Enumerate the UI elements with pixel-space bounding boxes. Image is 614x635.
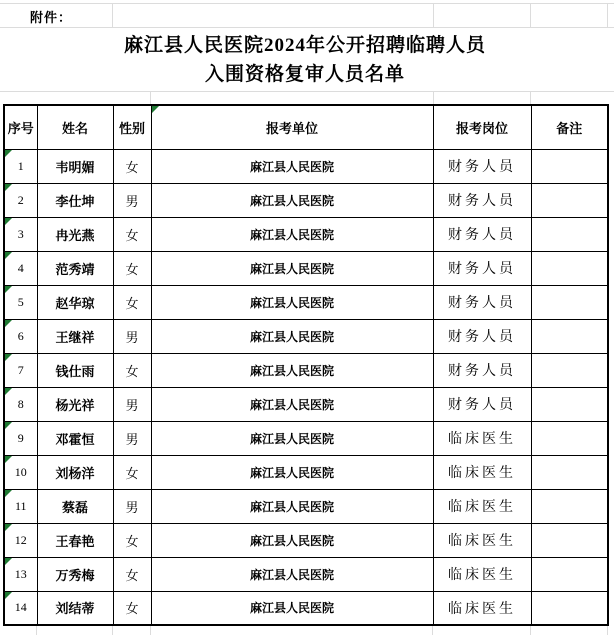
position-text: 临床医生 — [448, 432, 516, 447]
cell-serial — [4, 251, 37, 285]
cell-unit — [151, 557, 433, 591]
serial-text: 12 — [14, 532, 27, 547]
position-text: 财务人员 — [448, 160, 516, 175]
cell-serial — [4, 591, 37, 625]
cell-name — [37, 251, 113, 285]
cell-error-flag-icon — [5, 422, 12, 429]
cell-remark — [531, 387, 608, 421]
name-text: 冉光燕 — [55, 227, 95, 243]
header-unit — [151, 105, 433, 149]
cell-error-flag-icon — [152, 106, 159, 113]
name-text: 刘结蒂 — [55, 601, 95, 617]
gender-text: 男 — [125, 329, 139, 345]
cell-gender — [113, 183, 151, 217]
title-line-2: 入围资格复审人员名单 — [204, 64, 405, 85]
position-text: 财务人员 — [448, 262, 516, 277]
position-text: 财务人员 — [448, 194, 516, 209]
gender-text: 女 — [125, 227, 139, 243]
cell-position — [433, 455, 531, 489]
position-text: 临床医生 — [448, 534, 516, 549]
cell-position — [433, 319, 531, 353]
serial-text: 10 — [14, 464, 27, 479]
cell-name — [37, 421, 113, 455]
unit-text: 麻江县人民医院 — [249, 465, 334, 480]
table-row — [4, 285, 608, 319]
grid-line — [433, 91, 434, 104]
cell-unit — [151, 251, 433, 285]
position-text: 财务人员 — [448, 364, 516, 379]
name-text: 王继祥 — [55, 329, 95, 345]
cell-position — [433, 353, 531, 387]
cell-remark — [531, 353, 608, 387]
cell-error-flag-icon — [5, 252, 12, 259]
grid-line — [0, 91, 614, 92]
attachment-label: 附件： — [30, 10, 73, 25]
cell-remark — [531, 149, 608, 183]
cell-position — [433, 523, 531, 557]
cell-remark — [531, 557, 608, 591]
cell-remark — [531, 455, 608, 489]
name-text: 万秀梅 — [55, 567, 95, 583]
table-row — [4, 251, 608, 285]
cell-name — [37, 523, 113, 557]
cell-unit — [151, 591, 433, 625]
unit-text: 麻江县人民医院 — [249, 601, 334, 616]
cell-position — [433, 489, 531, 523]
grid-line — [112, 3, 113, 27]
cell-error-flag-icon — [5, 456, 12, 463]
cell-error-flag-icon — [5, 150, 12, 157]
cell-unit — [151, 455, 433, 489]
cell-name — [37, 591, 113, 625]
gender-text: 女 — [125, 601, 139, 617]
grid-line — [0, 3, 614, 4]
cell-error-flag-icon — [5, 558, 12, 565]
unit-text: 麻江县人民医院 — [249, 533, 334, 548]
header-name: 姓名 — [37, 105, 113, 149]
cell-remark — [531, 523, 608, 557]
cell-remark — [531, 285, 608, 319]
name-text: 赵华琼 — [55, 295, 95, 311]
unit-text: 麻江县人民医院 — [249, 261, 334, 276]
cell-unit — [151, 523, 433, 557]
cell-unit — [151, 421, 433, 455]
cell-error-flag-icon — [5, 388, 12, 395]
unit-text: 麻江县人民医院 — [249, 329, 334, 344]
cell-serial — [4, 149, 37, 183]
gender-text: 女 — [125, 261, 139, 277]
gender-text: 女 — [125, 465, 139, 481]
cell-serial — [4, 285, 37, 319]
cell-serial — [4, 523, 37, 557]
table-row — [4, 591, 608, 625]
position-text: 财务人员 — [448, 398, 516, 413]
gender-text: 女 — [125, 159, 139, 175]
cell-remark — [531, 421, 608, 455]
header-serial: 序号 — [4, 105, 37, 149]
unit-text: 麻江县人民医院 — [249, 567, 334, 582]
table-row — [4, 387, 608, 421]
cell-gender — [113, 149, 151, 183]
cell-unit — [151, 489, 433, 523]
cell-name — [37, 149, 113, 183]
serial-text: 3 — [17, 226, 24, 241]
cell-gender — [113, 421, 151, 455]
table-row — [4, 455, 608, 489]
serial-text: 7 — [17, 362, 24, 377]
serial-text: 6 — [17, 328, 24, 343]
serial-text: 8 — [17, 396, 24, 411]
cell-unit — [151, 285, 433, 319]
cell-error-flag-icon — [5, 524, 12, 531]
cell-position — [433, 251, 531, 285]
cell-unit — [151, 217, 433, 251]
table-row — [4, 421, 608, 455]
serial-text: 13 — [14, 566, 27, 581]
cell-error-flag-icon — [5, 320, 12, 327]
title-line-1: 麻江县人民医院2024年公开招聘临聘人员 — [123, 35, 486, 56]
cell-name — [37, 557, 113, 591]
cell-gender — [113, 217, 151, 251]
cell-error-flag-icon — [5, 218, 12, 225]
name-text: 邓霍恒 — [55, 431, 95, 447]
cell-serial — [4, 557, 37, 591]
personnel-table — [3, 104, 609, 626]
position-text: 临床医生 — [448, 601, 516, 617]
grid-line — [150, 91, 151, 104]
name-text: 李仕坤 — [55, 193, 95, 209]
cell-position — [433, 285, 531, 319]
cell-name — [37, 387, 113, 421]
position-text: 财务人员 — [448, 228, 516, 243]
cell-remark — [531, 251, 608, 285]
cell-gender — [113, 319, 151, 353]
cell-serial — [4, 353, 37, 387]
serial-text: 5 — [17, 294, 24, 309]
serial-text: 2 — [17, 192, 24, 207]
cell-position — [433, 591, 531, 625]
grid-line — [0, 27, 614, 28]
serial-text: 14 — [14, 600, 27, 615]
position-text: 财务人员 — [448, 330, 516, 345]
header-unit-label: 报考单位 — [265, 120, 318, 136]
cell-gender — [113, 285, 151, 319]
cell-gender — [113, 251, 151, 285]
table-row — [4, 557, 608, 591]
cell-serial — [4, 489, 37, 523]
name-text: 王春艳 — [55, 533, 95, 549]
cell-remark — [531, 319, 608, 353]
grid-line — [530, 91, 531, 104]
name-text: 钱仕雨 — [55, 363, 95, 379]
unit-text: 麻江县人民医院 — [249, 397, 334, 412]
unit-text: 麻江县人民医院 — [249, 363, 334, 378]
cell-error-flag-icon — [5, 354, 12, 361]
table-row — [4, 217, 608, 251]
unit-text: 麻江县人民医院 — [249, 159, 334, 174]
cell-serial — [4, 387, 37, 421]
cell-error-flag-icon — [5, 286, 12, 293]
cell-name — [37, 285, 113, 319]
table-header-row — [4, 105, 608, 149]
cell-position — [433, 183, 531, 217]
cell-gender — [113, 523, 151, 557]
grid-line — [530, 3, 531, 27]
cell-error-flag-icon — [5, 490, 12, 497]
gender-text: 男 — [125, 397, 139, 413]
unit-text: 麻江县人民医院 — [249, 193, 334, 208]
cell-name — [37, 455, 113, 489]
cell-gender — [113, 387, 151, 421]
name-text: 韦明媚 — [55, 159, 95, 175]
cell-gender — [113, 353, 151, 387]
cell-position — [433, 149, 531, 183]
grid-line — [433, 3, 434, 27]
position-text: 财务人员 — [448, 296, 516, 311]
cell-serial — [4, 183, 37, 217]
table-row — [4, 319, 608, 353]
gender-text: 男 — [125, 499, 139, 515]
cell-remark — [531, 217, 608, 251]
gender-text: 女 — [125, 533, 139, 549]
cell-gender — [113, 489, 151, 523]
gender-text: 女 — [125, 567, 139, 583]
gender-text: 女 — [125, 363, 139, 379]
cell-serial — [4, 217, 37, 251]
cell-unit — [151, 319, 433, 353]
table-row — [4, 183, 608, 217]
cell-name — [37, 319, 113, 353]
unit-text: 麻江县人民医院 — [249, 499, 334, 514]
cell-position — [433, 421, 531, 455]
header-remark: 备注 — [531, 105, 608, 149]
cell-serial — [4, 319, 37, 353]
unit-text: 麻江县人民医院 — [249, 227, 334, 242]
name-text: 杨光祥 — [55, 397, 95, 413]
cell-position — [433, 387, 531, 421]
cell-serial — [4, 455, 37, 489]
serial-text: 1 — [17, 158, 24, 173]
table-body — [4, 149, 608, 625]
cell-unit — [151, 149, 433, 183]
cell-name — [37, 489, 113, 523]
table-row — [4, 149, 608, 183]
header-gender: 性别 — [113, 105, 151, 149]
cell-gender — [113, 557, 151, 591]
cell-name — [37, 217, 113, 251]
name-text: 范秀靖 — [55, 261, 95, 277]
table-row — [4, 353, 608, 387]
cell-gender — [113, 455, 151, 489]
cell-remark — [531, 591, 608, 625]
table-row — [4, 523, 608, 557]
cell-position — [433, 217, 531, 251]
position-text: 临床医生 — [448, 500, 516, 515]
position-text: 临床医生 — [448, 466, 516, 481]
cell-unit — [151, 183, 433, 217]
grid-line — [607, 3, 608, 27]
header-position: 报考岗位 — [433, 105, 531, 149]
gender-text: 女 — [125, 295, 139, 311]
table-row — [4, 489, 608, 523]
cell-remark — [531, 183, 608, 217]
cell-name — [37, 353, 113, 387]
name-text: 蔡磊 — [61, 499, 88, 515]
gender-text: 男 — [125, 193, 139, 209]
serial-text: 9 — [17, 430, 24, 445]
name-text: 刘杨洋 — [55, 465, 95, 481]
cell-position — [433, 557, 531, 591]
cell-error-flag-icon — [5, 592, 12, 599]
cell-gender — [113, 591, 151, 625]
unit-text: 麻江县人民医院 — [249, 431, 334, 446]
cell-serial — [4, 421, 37, 455]
serial-text: 4 — [17, 260, 24, 275]
cell-error-flag-icon — [5, 184, 12, 191]
position-text: 临床医生 — [448, 568, 516, 583]
gender-text: 男 — [125, 431, 139, 447]
unit-text: 麻江县人民医院 — [249, 295, 334, 310]
cell-name — [37, 183, 113, 217]
cell-unit — [151, 387, 433, 421]
cell-unit — [151, 353, 433, 387]
document-title — [3, 31, 607, 89]
cell-remark — [531, 489, 608, 523]
serial-text: 11 — [14, 498, 27, 513]
